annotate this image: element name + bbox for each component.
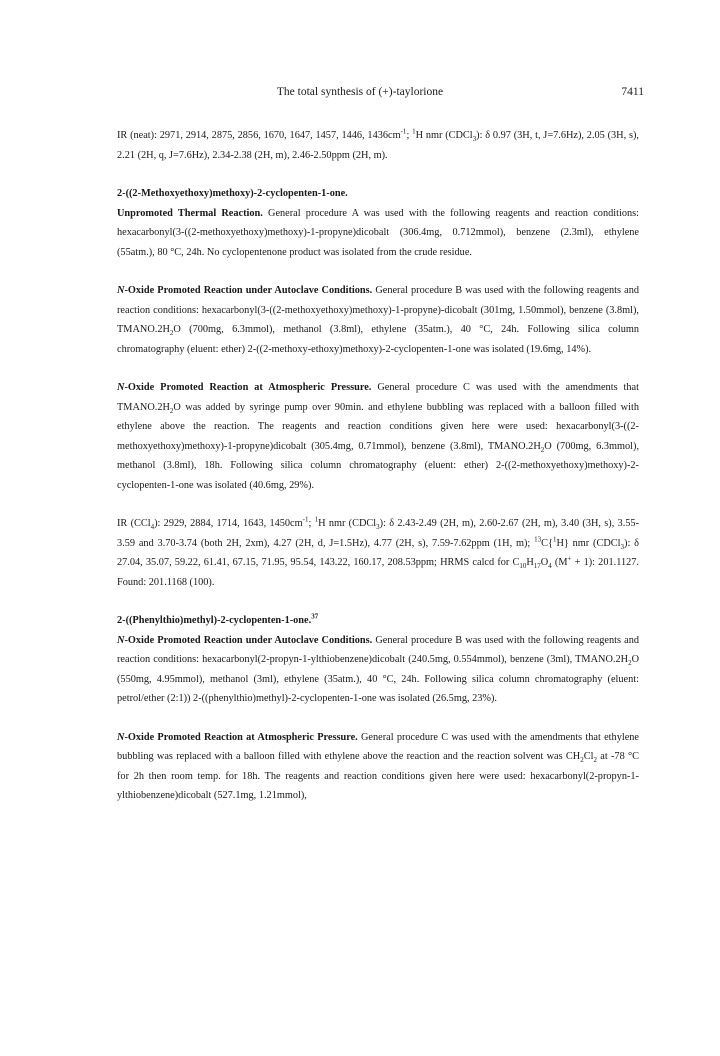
paragraph-lead: N-Oxide Promoted Reaction at Atmospheric Pressure. [117,731,358,743]
paragraph-lead: N-Oxide Promoted Reaction at Atmospheric Pressure. [117,382,372,393]
paragraph-lead: N-Oxide Promoted Reaction under Autoclave Conditions. [117,634,373,646]
reference-superscript: 37 [311,612,319,621]
running-head [0,86,720,104]
atmospheric-reaction-paragraph-2: N-Oxide Promoted Reaction at Atmospheric Pressure. General procedure C was used with the amendments that ethylene bubbling was replaced with a balloon filled with ethylene above the reaction and the reaction solvent was $CH_2Cl_2$ at -78 °C for 2h then room temp. for 18h. The reagents and reaction conditions given here were used: hexacarbonyl(2-propyn-1-ylthiobenzene)dicobalt (527.1mg, 1.21mmol), [117,731,640,801]
autoclave-reaction-paragraph-1: N-Oxide Promoted Reaction under Autoclave Conditions. General procedure B was used with the following reagents and reaction conditions: hexacarbonyl(3-((2-methoxyethoxy)methoxy)-1-propyne)-dicobalt (301mg, 1.50mmol), benzene (3.8ml), $TMANO.2H_2O$ (700mg, 6.3mmol), methanol (3.8ml), ethylene (35atm.), 40 °C, 24h. Following silica column chromatography (eluent: ether) 2-((2-methoxy-ethoxy)methoxy)-2-cyclopenten-1-one was isolated (19.6mg, 14%). [117,285,640,355]
page-number: 7411 [621,86,644,98]
paragraph-gap [117,262,639,281]
article-body [117,126,639,806]
running-title: The total synthesis of (+)-taylorione [276,86,444,98]
autoclave-reaction-paragraph-2: N-Oxide Promoted Reaction under Autoclave Conditions. General procedure B was used with the following reagents and reaction conditions: hexacarbonyl(2-propyn-1-ylthiobenzene)dicobalt (240.5mg, 0.554mmol), benzene (3ml), $TMANO.2H_2O$ (550mg, 4.95mmol), methanol (3ml), ethylene (35atm.), 40 °C, 24h. Following silica column chromatography (eluent: petrol/ether (2:1)) 2-((phenylthio)methyl)-2-cyclopenten-1-one was isolated (26.5mg, 23%). [117,634,640,704]
paragraph-gap [117,709,639,728]
paragraph-gap [117,165,639,184]
ir-nmr-paragraph-2: IR (CCl$_4$): 2929, 2884, 1714, 1643, $1450cm^{-1}$; $^1$H nmr (CDCl$_3$): δ 2.43-2.49 (2H, m), 2.60-2.67 (2H, m), 3.40 (3H, s), 3.55-3.59 and 3.70-3.74 (both 2H, 2xm), 4.27 (2H, d, J=1.5Hz), 4.77 (2H, s), 7.59-7.62ppm (1H, m); $^{13}$C{$^1$H} nmr (CDCl$_3$): δ 27.04, 35.07, 59.22, 61.41, 67.15, 71.95, 95.54, 143.22, 160.17, 208.53ppm; HRMS calcd for $C_{10}H_{17}O_4$ (M+ + 1): 201.1127. Found: 201.1168 (100). [117,515,640,588]
paragraph-gap [117,592,639,611]
paragraph-lead: N-Oxide Promoted Reaction under Autoclave Conditions. [117,285,373,296]
compound-heading-2: 2-((Phenylthio)methyl)-2-cyclopenten-1-one.$^{37}$ [117,612,319,626]
thermal-reaction-paragraph: Unpromoted Thermal Reaction. General procedure A was used with the following reagents and reaction conditions: hexacarbonyl(3-((2-methoxyethoxy)methoxy)-1-propyne)dicobalt (306.4mg, 0.712mmol), benzene (2.3ml), ethylene (55atm.), 80 °C, 24h. No cyclopentenone product was isolated from the crude residue. [117,207,639,258]
paragraph-gap [117,359,639,378]
compound-heading-1: 2-((2-Methoxyethoxy)methoxy)-2-cyclopenten-1-one. [117,188,348,199]
ir-nmr-paragraph-1: IR (neat): 2971, 2914, 2875, 2856, 1670, 1647, 1457, 1446, $1436cm^{-1}$; $^1$H nmr (CDCl$_3$): δ 0.97 (3H, t, J=7.6Hz), 2.05 (3H, s), 2.21 (2H, q, J=7.6Hz), 2.34-2.38 (2H, m), 2.46-2.50ppm (2H, m). [117,127,639,161]
paragraph-lead: Unpromoted Thermal Reaction. [117,207,263,219]
paragraph-gap [117,495,639,514]
atmospheric-reaction-paragraph-1: N-Oxide Promoted Reaction at Atmospheric Pressure. General procedure C was used with the amendments that $TMANO.2H_2O$ was added by syringe pump over 90min. and ethylene bubbling was replaced with a balloon filled with ethylene above the reaction. The reagents and reaction conditions given here were used: hexacarbonyl(3-((2-methoxyethoxy)methoxy)-1-propyne)dicobalt (305.4mg, 0.71mmol), benzene (3.8ml), $TMANO.2H_2O$ (700mg, 6.3mmol), methanol (3.8ml), 18h. Following silica column chromatography (eluent: ether) 2-((2-methoxyethoxy)methoxy)-2-cyclopenten-1-one was isolated (40.6mg, 29%). [117,382,640,491]
